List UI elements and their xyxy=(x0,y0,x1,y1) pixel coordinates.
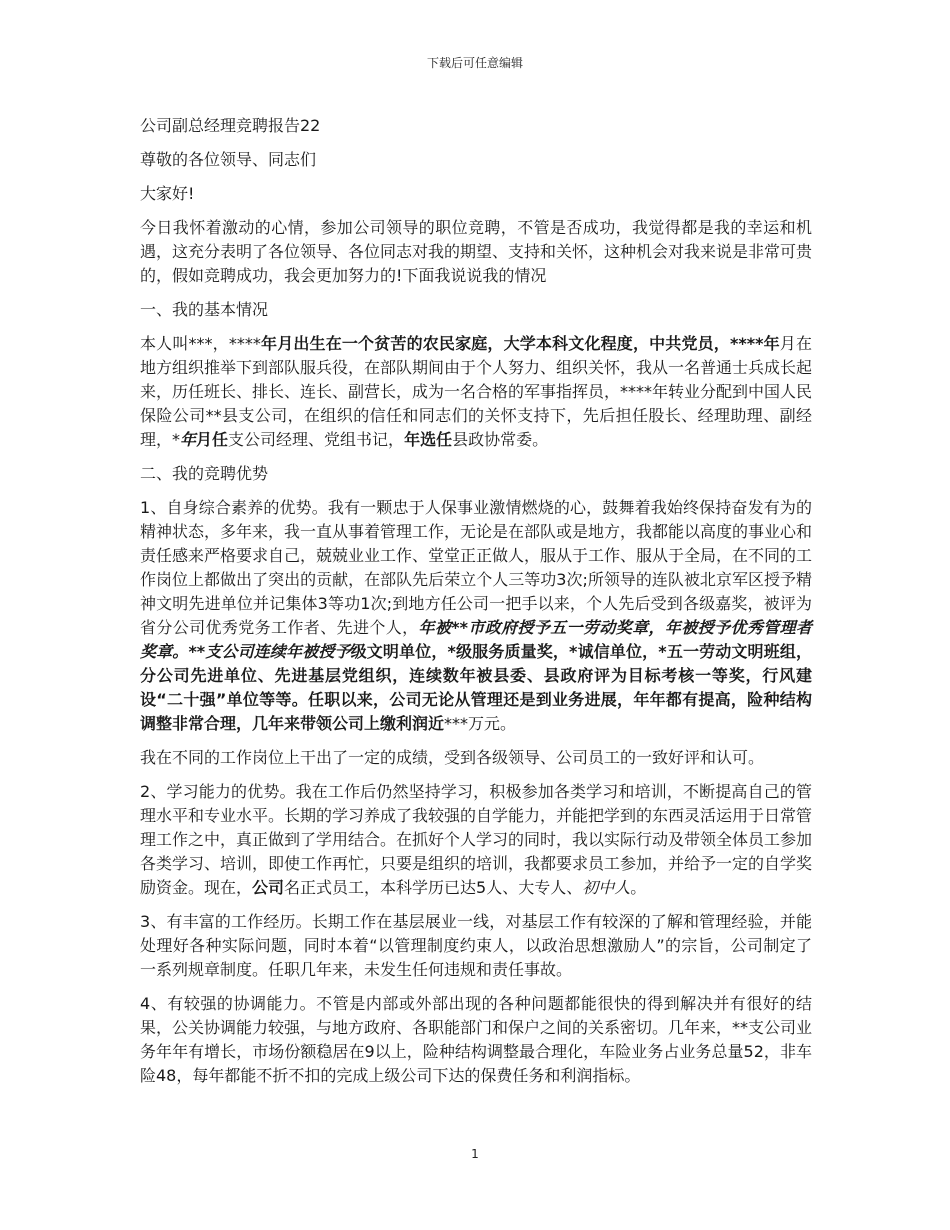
text-run: 1、自身综合素养的优势。我有一颗忠于人保事业激情燃烧的心，鼓舞着我始终保持奋发有为的精神状态，多年来，我一直从事着管理工作，无论是在部队或是地方，我都能以高度的事业心和责任感来严格要求自己，兢兢业业工作、堂堂正正做人，服从于工作、服从于全局，在不同的工作岗位上都做出了突出的贡献，在部队先后荣立个人三等功3次;所领导的连队被北京军区授予精神文明先进单位并记集体3等功1次;到地方任公司一把手以来，个人先后受到各级嘉奖，被评为省分公司优秀党务工作者、先进个人， xyxy=(140,498,813,637)
text-run: 2、学习能力的优势。我在工作后仍然坚持学习，积极参加各类学习和培训，不断提高自己的管理水平和专业水平。长期的学习养成了我较强的自学能力，并能把学到的东西灵活运用于日常管理工作之中，真正做到了学用结合。在抓好个人学习的同时，我以实际行动及带领全体员工参加各类学习、培训，即使工作再忙，只要是组织的培训，我都要求员工参加，并给予一定的自学奖励资金。现在， xyxy=(140,782,813,897)
section-heading-basic-info: 一、我的基本情况 xyxy=(140,300,269,319)
bold-run: 年选任 xyxy=(404,430,453,449)
bold-run: 级文明单位，*级服务质量奖，*诚信单位，*五一劳动文明班组，分公司先进单位、先进基层党组织，连续数年被县委、县政府评为目标考核一等奖，行风建设“二十强”单位等等。任职以来，公司无论从管理还是到业务进展，年年都有提高，险种结构调整非常合理，几年来带领公司上缴利润近 xyxy=(140,642,812,733)
advantage-3-paragraph: 3、有丰富的工作经历。长期工作在基层展业一线，对基层工作有较深的了解和管理经验，并能处理好各种实际问题，同时本着“以管理制度约束人，以政治思想激励人”的宗旨，公司制定了一系列规章制度。任职几年来，未发生任何违规和责任事故。 xyxy=(140,912,812,979)
advantage-1-paragraph xyxy=(140,496,812,736)
text-run: 月在地方组织推举下到部队服兵役，在部队期间由于个人努力、组织关怀，我从一名普通士兵成长起来，历任班长、排长、连长、副营长，成为一名合格的军事指挥员，****年转业分配到中国人民保险公司**县支公司，在组织的信任和同志们的关怀支持下，先后担任股长、经理助理、副经理，* xyxy=(140,334,813,449)
page-header: 下载后可任意编辑 xyxy=(426,56,523,70)
text-run: 名正式员工，本科学历已达5人、大专人、 xyxy=(284,878,583,897)
bold-italic-run: 年 xyxy=(180,430,197,449)
bold-run: 公司 xyxy=(252,878,285,897)
section-heading-advantages: 二、我的竞聘优势 xyxy=(140,464,269,483)
advantage-2-paragraph xyxy=(140,780,812,900)
recognition-paragraph: 我在不同的工作岗位上干出了一定的成绩，受到各级领导、公司员工的一致好评和认可。 xyxy=(140,748,765,767)
italic-run: 初中人 xyxy=(582,878,631,897)
text-run: ***万元。 xyxy=(444,714,517,733)
bold-run: 月任 xyxy=(196,430,229,449)
text-run: 本人叫***，**** xyxy=(140,334,261,353)
advantage-4-paragraph: 4、有较强的协调能力。不管是内部或外部出现的各种问题都能很快的得到解决并有很好的结果，公关协调能力较强，与地方政府、各职能部门和保户之间的关系密切。几年来，**支公司业务年年有增长，市场份额稳居在9以上，险种结构调整最合理化，车险业务占业务总量52，非车险48，每年都能不折不扣的完成上级公司下达的保费任务和利润指标。 xyxy=(140,994,813,1085)
text-run: 。 xyxy=(630,878,647,897)
page-number: 1 xyxy=(471,1147,479,1161)
intro-paragraph: 今日我怀着激动的心情，参加公司领导的职位竞聘，不管是否成功，我觉得都是我的幸运和机遇，这充分表明了各位领导、各位同志对我的期望、支持和关怀，这种机会对我来说是非常可贵的，假如竞聘成功，我会更加努力的!下面我说说我的情况 xyxy=(140,218,813,285)
greeting: 大家好! xyxy=(140,184,195,203)
text-run: 县政协常委。 xyxy=(452,430,549,449)
text-run: 支公司经理、党组书记， xyxy=(228,430,405,449)
basic-info-paragraph xyxy=(140,332,812,452)
bold-italic-run: 年被**市政府授予五一劳动奖章，年被授予优秀管理者奖章。**支公司连续年被授予 xyxy=(140,618,812,661)
bold-run: 年月出生在一个贫苦的农民家庭，大学本科文化程度，中共党员，****年 xyxy=(260,334,780,353)
document-title: 公司副总经理竞聘报告22 xyxy=(140,116,321,135)
salutation: 尊敬的各位领导、同志们 xyxy=(140,150,317,169)
document-body xyxy=(140,114,812,1098)
